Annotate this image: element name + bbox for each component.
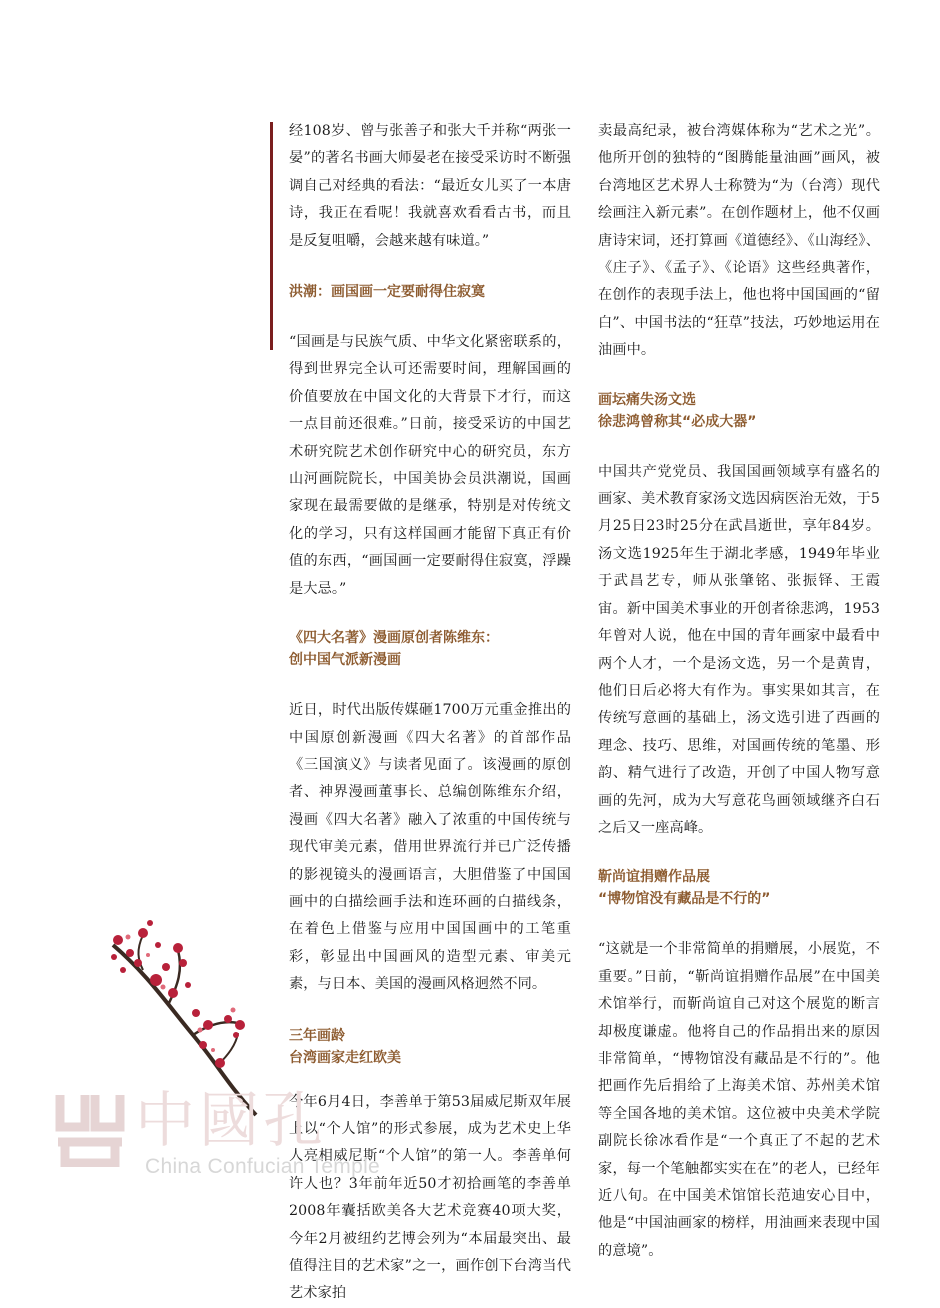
temple-logo-icon <box>50 1087 130 1167</box>
heading-line-1: 画坛痛失汤文选 <box>598 391 696 408</box>
section-heading-hongchao <box>289 281 571 303</box>
heading-line-2: 徐悲鸿曾称其“必成大器” <box>598 413 757 430</box>
paragraph: “国画是与民族气质、中华文化紧密联系的，得到世界完全认可还需要时间，理解国画的价值要放在中国文化的大背景下才行，而这一点目前还很难。”日前，接受采访的中国艺术研究院艺术创作研究中心的研究员，东方山河画院院长，中国美协会员洪潮说，国画家现在最需要做的是继承，特别是对传统文化的学习，只有这样国画才能留下真正有价值的东西，“画国画一定要耐得住寂寞，浮躁是大忌。” <box>289 334 571 597</box>
section-heading-tangwenxuan <box>598 389 880 433</box>
paragraph: 今年6月4日，李善单于第53届威尼斯双年展上以“个人馆”的形式参展，成为艺术史上华人亮相威尼斯“个人馆”的第一人。李善单何许人也？3年前年近50才初拾画笔的李善单2008年囊括欧美各大艺术竞赛40项大奖，今年2月被纽约艺博会列为“本届最突出、最值得注目的艺术家”之一，画作创下台湾当代艺术家拍 <box>289 1093 571 1302</box>
heading-line-2: 台湾画家走红欧美 <box>289 1049 401 1066</box>
paragraph: 卖最高纪录，被台湾媒体称为“艺术之光”。他所开创的独特的“图腾能量油画”画风，被台湾地区艺术界人士称赞为“为（台湾）现代绘画注入新元素”。在创作题材上，他不仅画唐诗宋词，还打算画《道德经》、《山海经》、《庄子》、《孟子》、《论语》这些经典著作，在创作的表现手法上，他也将中国国画的“留白”、中国书法的“狂草”技法，巧妙地运用在油画中。 <box>598 123 880 359</box>
heading-line-2: “博物馆没有藏品是不行的” <box>598 891 771 908</box>
paragraph: “这就是一个非常简单的捐赠展，小展览，不重要。”日前，“靳尚谊捐赠作品展”在中国美术馆举行，而靳尚谊自己对这个展览的断言却极度谦虚。他将自己的作品捐出来的原因非常简单，“博物馆没有藏品是不行的”。他把画作先后捐给了上海美术馆、苏州美术馆等全国各地的美术馆。这位被中央美术学院副院长徐冰看作是“一个真正了不起的艺术家，每一个笔触都实实在在”的老人，已经年近八旬。在中国美术馆馆长范迪安心目中，他是“中国油画家的榜样，用油画来表现中国的意境”。 <box>598 941 880 1259</box>
section-heading-three-years <box>289 1025 571 1069</box>
heading-line-1: 《四大名著》漫画原创者陈维东： <box>289 630 499 647</box>
heading-text: 洪潮：画国画一定要耐得住寂寞 <box>289 284 485 301</box>
heading-line-2: 创中国气派新漫画 <box>289 652 401 669</box>
accent-rule <box>270 122 273 350</box>
china-confucian-temple-logo <box>40 1085 420 1185</box>
paragraph: 经108岁、曾与张善子和张大千并称“两张一晏”的著名书画大师晏老在接受采访时不断强调自己对经典的看法：“最近女儿买了一本唐诗，我正在看呢！我就喜欢看看古书，而且是反复咀嚼，会越来越有味道。” <box>289 123 571 249</box>
paragraph: 中国共产党党员、我国国画领域享有盛名的画家、美术教育家汤文选因病医治无效，于5月25日23时25分在武昌逝世，享年84岁。汤文选1925年生于湖北孝感，1949年毕业于武昌艺专，师从张肇铭、张振铎、王霞宙。新中国美术事业的开创者徐悲鸿，1953年曾对人说，他在中国的青年画家中最看中两个人才，一个是汤文选，另一个是黄胄，他们日后必将大有作为。事实果如其言，在传统写意画的基础上，汤文选引进了西画的理念、技巧、思维，对国画传统的笔墨、形韵、精气进行了改造，开创了中国人物写意画的先河，成为大写意花鸟画领域继齐白石之后又一座高峰。 <box>598 463 880 836</box>
section-heading-chenweidong <box>289 627 571 671</box>
paragraph: 近日，时代出版传媒砸1700万元重金推出的中国原创新漫画《四大名著》的首部作品《三国演义》与读者见面了。该漫画的原创者、神界漫画董事长、总编创陈维东介绍，漫画《四大名著》融入了浓重的中国传统与现代审美元素，借用世界流行并已广泛传播的影视镜头的漫画语言，大胆借鉴了中国国画中的白描绘画手法和连环画的白描线条，在着色上借鉴与应用中国国画中的工笔重彩，彰显出中国画风的造型元素、审美元素，与日本、美国的漫画风格迥然不同。 <box>289 702 571 993</box>
heading-line-1: 靳尚谊捐赠作品展 <box>598 869 710 886</box>
logo-chinese-text: 中國孔 <box>135 1086 327 1156</box>
section-heading-jinshangyi <box>598 866 880 910</box>
right-column <box>598 118 880 1265</box>
heading-line-1: 三年画龄 <box>289 1027 345 1044</box>
logo-english-text: China Confucian Temple <box>145 1155 381 1178</box>
